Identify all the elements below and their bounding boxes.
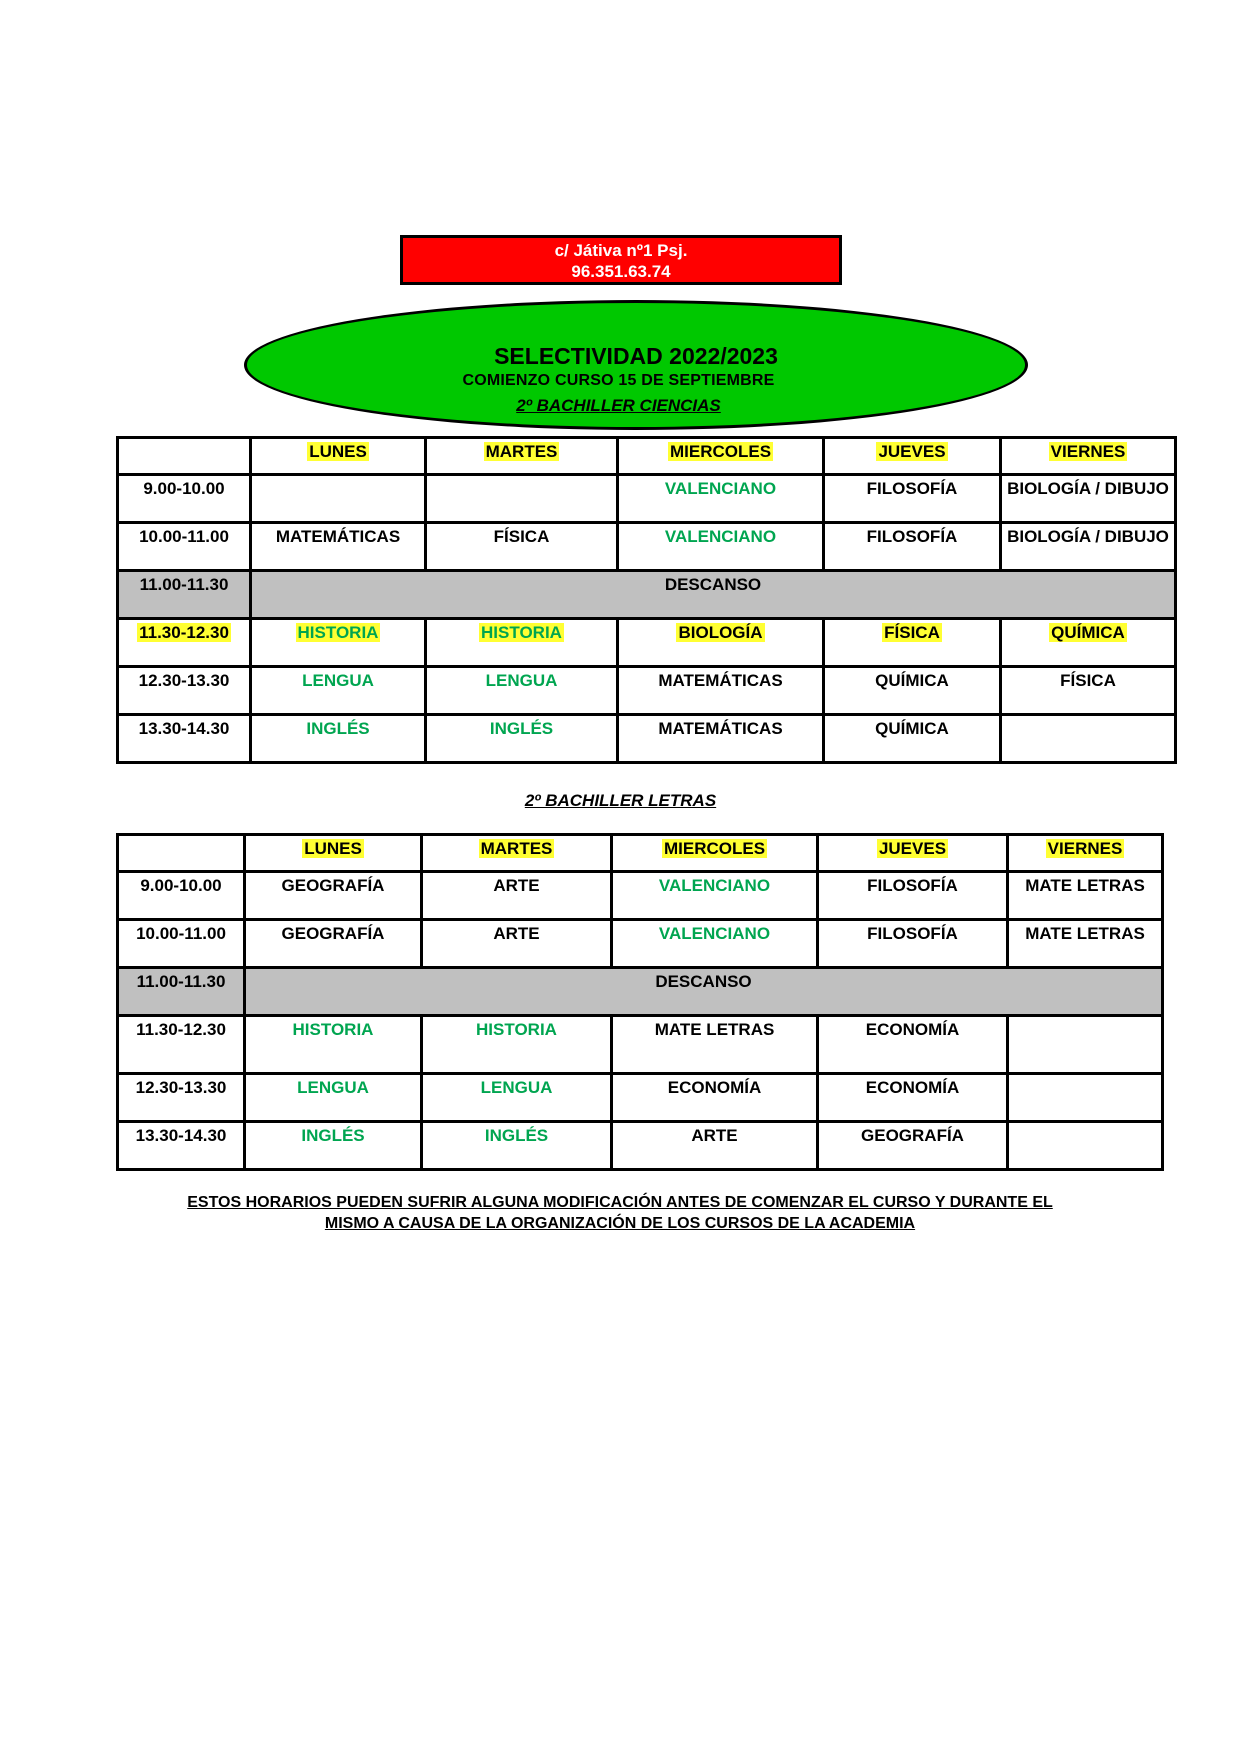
class-cell: HISTORIA — [251, 619, 426, 667]
class-cell: LENGUA — [245, 1074, 422, 1122]
class-cell: ECONOMÍA — [818, 1016, 1008, 1074]
time-cell: 11.30-12.30 — [118, 619, 251, 667]
disclaimer-note — [90, 1192, 1150, 1234]
class-cell: ECONOMÍA — [612, 1074, 818, 1122]
table-row — [118, 715, 1176, 763]
class-cell: GEOGRAFÍA — [245, 920, 422, 968]
time-cell: 11.00-11.30 — [118, 571, 251, 619]
day-header: MARTES — [422, 835, 612, 872]
time-cell: 12.30-13.30 — [118, 1074, 245, 1122]
banner-subtitle: COMIENZO CURSO 15 DE SEPTIEMBRE — [462, 372, 775, 389]
time-cell: 11.00-11.30 — [118, 968, 245, 1016]
class-cell: FILOSOFÍA — [824, 523, 1001, 571]
class-cell: MATE LETRAS — [1008, 920, 1163, 968]
table-row — [118, 872, 1163, 920]
time-cell: 9.00-10.00 — [118, 475, 251, 523]
class-cell — [251, 475, 426, 523]
schedule-ciencias-table — [116, 436, 1177, 764]
class-cell: INGLÉS — [251, 715, 426, 763]
day-header: MARTES — [426, 438, 618, 475]
class-cell: LENGUA — [426, 667, 618, 715]
class-cell: FÍSICA — [1001, 667, 1176, 715]
class-cell: LENGUA — [422, 1074, 612, 1122]
table-row — [118, 1016, 1163, 1074]
day-header: JUEVES — [824, 438, 1001, 475]
time-cell: 10.00-11.00 — [118, 523, 251, 571]
class-cell — [1001, 715, 1176, 763]
table-row — [118, 523, 1176, 571]
time-cell: 13.30-14.30 — [118, 715, 251, 763]
class-cell: VALENCIANO — [618, 523, 824, 571]
class-cell: ARTE — [422, 872, 612, 920]
class-cell — [1008, 1122, 1163, 1170]
class-cell: BIOLOGÍA / DIBUJO — [1001, 475, 1176, 523]
class-cell — [1008, 1016, 1163, 1074]
class-cell: VALENCIANO — [618, 475, 824, 523]
table-row — [118, 475, 1176, 523]
class-cell: HISTORIA — [245, 1016, 422, 1074]
table-row — [118, 1074, 1163, 1122]
class-cell: INGLÉS — [426, 715, 618, 763]
class-cell: FILOSOFÍA — [818, 872, 1008, 920]
day-header: VIERNES — [1008, 835, 1163, 872]
title-banner — [244, 300, 1028, 430]
time-cell: 9.00-10.00 — [118, 872, 245, 920]
address-street: c/ Játiva nº1 Psj. — [554, 241, 688, 260]
break-row — [118, 571, 1176, 619]
day-header: LUNES — [251, 438, 426, 475]
day-header: MIERCOLES — [612, 835, 818, 872]
class-cell: ARTE — [422, 920, 612, 968]
time-cell: 12.30-13.30 — [118, 667, 251, 715]
corner-cell — [118, 835, 245, 872]
day-header: VIERNES — [1001, 438, 1176, 475]
schedule-letras-table — [116, 833, 1164, 1171]
class-cell: GEOGRAFÍA — [818, 1122, 1008, 1170]
class-cell: MATEMÁTICAS — [618, 667, 824, 715]
day-header: MIERCOLES — [618, 438, 824, 475]
header-row — [118, 835, 1163, 872]
class-cell: QUÍMICA — [824, 715, 1001, 763]
corner-cell — [118, 438, 251, 475]
section-letras-title: 2º BACHILLER LETRAS — [524, 791, 717, 810]
day-header: JUEVES — [818, 835, 1008, 872]
class-cell: GEOGRAFÍA — [245, 872, 422, 920]
table-row — [118, 1122, 1163, 1170]
header-row — [118, 438, 1176, 475]
class-cell: FÍSICA — [426, 523, 618, 571]
class-cell — [1008, 1074, 1163, 1122]
banner-title: SELECTIVIDAD 2022/2023 — [494, 343, 778, 369]
class-cell: MATEMÁTICAS — [251, 523, 426, 571]
class-cell: MATE LETRAS — [612, 1016, 818, 1074]
address-phone: 96.351.63.74 — [571, 262, 671, 281]
class-cell: INGLÉS — [422, 1122, 612, 1170]
class-cell: HISTORIA — [422, 1016, 612, 1074]
disclaimer-line-1: ESTOS HORARIOS PUEDEN SUFRIR ALGUNA MODIFICACIÓN ANTES DE COMENZAR EL CURSO Y DURANTE EL — [187, 1194, 1053, 1211]
time-cell: 11.30-12.30 — [118, 1016, 245, 1074]
class-cell: QUÍMICA — [1001, 619, 1176, 667]
address-box — [400, 235, 842, 285]
class-cell: ECONOMÍA — [818, 1074, 1008, 1122]
time-cell: 13.30-14.30 — [118, 1122, 245, 1170]
class-cell: ARTE — [612, 1122, 818, 1170]
table-row — [118, 920, 1163, 968]
class-cell: INGLÉS — [245, 1122, 422, 1170]
time-cell: 10.00-11.00 — [118, 920, 245, 968]
class-cell: FÍSICA — [824, 619, 1001, 667]
class-cell: MATE LETRAS — [1008, 872, 1163, 920]
class-cell: VALENCIANO — [612, 872, 818, 920]
break-cell: DESCANSO — [245, 968, 1163, 1016]
class-cell: VALENCIANO — [612, 920, 818, 968]
class-cell — [426, 475, 618, 523]
break-row — [118, 968, 1163, 1016]
class-cell: MATEMÁTICAS — [618, 715, 824, 763]
class-cell: BIOLOGÍA — [618, 619, 824, 667]
class-cell: BIOLOGÍA / DIBUJO — [1001, 523, 1176, 571]
table-row — [118, 667, 1176, 715]
section-ciencias-title: 2º BACHILLER CIENCIAS — [516, 396, 721, 415]
class-cell: QUÍMICA — [824, 667, 1001, 715]
class-cell: LENGUA — [251, 667, 426, 715]
day-header: LUNES — [245, 835, 422, 872]
break-cell: DESCANSO — [251, 571, 1176, 619]
class-cell: HISTORIA — [426, 619, 618, 667]
class-cell: FILOSOFÍA — [824, 475, 1001, 523]
class-cell: FILOSOFÍA — [818, 920, 1008, 968]
disclaimer-line-2: MISMO A CAUSA DE LA ORGANIZACIÓN DE LOS CURSOS DE LA ACADEMIA — [324, 1215, 916, 1232]
table-row — [118, 619, 1176, 667]
